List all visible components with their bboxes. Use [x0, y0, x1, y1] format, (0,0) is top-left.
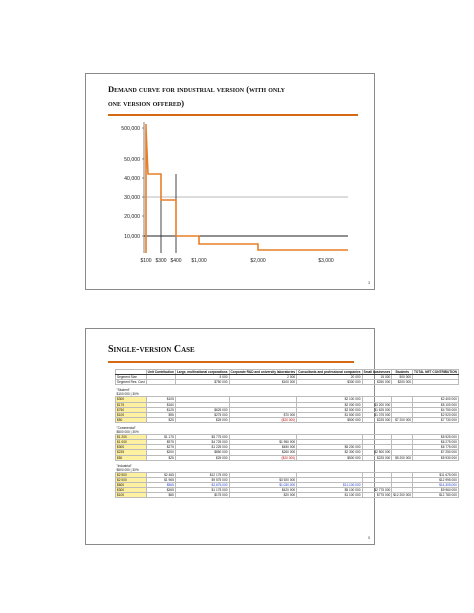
table-cell: $25 000: [175, 417, 229, 422]
column-header: Large, multinational corporations: [176, 370, 228, 374]
table-cell: $1 200: [116, 435, 147, 440]
table-cell: 500 000: [392, 375, 413, 380]
section-subtitle: $500 000 | 30%: [116, 467, 139, 472]
table-cell: $5 100 000: [297, 488, 362, 493]
table-cell: $265: [146, 488, 175, 493]
table-cell: $25: [146, 417, 175, 422]
table-cell: $70 000: [229, 412, 297, 417]
table-cell: $975: [146, 440, 175, 445]
x-tick-label: $1,000: [191, 258, 207, 264]
column-header: Students: [392, 370, 413, 375]
title-underline: [108, 361, 354, 363]
table-cell: 5 000: [175, 375, 229, 380]
table-cell: $2,675,000: [175, 482, 229, 487]
table-cell: Segment Size: [116, 375, 147, 380]
table-cell: $420 000: [229, 488, 297, 493]
table-cell: $125: [146, 407, 175, 412]
table-cell: $2 300 000: [297, 450, 362, 455]
table-cell: $775 000: [362, 493, 392, 498]
table-cell: $25: [146, 455, 175, 460]
table-cell: $9 960 000: [413, 488, 459, 493]
table-cell: $2 500: [116, 472, 147, 477]
section-title-row: [116, 460, 459, 468]
table-cell: $7 250 000: [413, 450, 459, 455]
section-subtitle: $100 000 | 30%: [116, 392, 139, 397]
table-cell: $250 000: [362, 380, 392, 385]
table-cell: $500 000: [297, 417, 362, 422]
table-cell: $7 730 000: [413, 417, 459, 422]
table-cell: $5 930 000: [413, 455, 459, 460]
y-tick-label: 20,000: [124, 213, 140, 220]
table-cell: $225 000: [362, 417, 392, 422]
table-cell: $12 200 000: [393, 493, 412, 498]
table-cell: $6 275 000: [413, 440, 459, 445]
table-cell: $160: [146, 402, 175, 407]
contribution-table: [115, 369, 459, 498]
page-number: 3: [368, 281, 370, 285]
table-cell: $300: [116, 445, 147, 450]
table-cell: $7 200 000: [392, 417, 413, 422]
x-tick-label: $400: [170, 258, 182, 264]
table-cell: $1 075 000: [362, 412, 392, 417]
table-cell: $2 400 000: [413, 397, 459, 402]
table-cell: $1 625 000: [362, 407, 392, 412]
column-header: TOTAL NET CONTRIBUTION: [414, 370, 457, 374]
table-cell: $225: [116, 450, 147, 455]
section-title: "Industrial": [116, 463, 132, 468]
table-cell: $5 925 000: [413, 435, 459, 440]
table-cell: $500 000: [297, 455, 362, 460]
table-cell: $100 000: [229, 380, 297, 385]
table-cell: $3 920 000: [229, 477, 297, 482]
table-cell: $11 675 000: [413, 472, 459, 477]
y-tick-label: 30,000: [124, 194, 140, 201]
y-tick-label: 500,000: [121, 125, 140, 132]
column-header: Consultants and professional companies: [298, 370, 361, 374]
section-title: "Commercial": [116, 425, 136, 430]
table-cell: $50: [116, 417, 147, 422]
page-number: 5: [368, 536, 370, 540]
table-cell: $850 000: [175, 450, 229, 455]
table-cell: $11,100,000: [297, 482, 362, 487]
table-cell: $1 175 000: [175, 488, 229, 493]
table-cell: $200: [146, 450, 175, 455]
table-cell: $14,305,000: [413, 482, 459, 487]
table-cell: $2 000: [116, 477, 147, 482]
table-cell: $100: [116, 412, 147, 417]
table-cell: $20 000: [229, 493, 297, 498]
table-cell: $2 775 000: [362, 488, 392, 493]
table-cell: $4 725 000: [175, 440, 229, 445]
table-cell: $1 000: [116, 440, 147, 445]
table-cell: $1 175: [146, 435, 175, 440]
table-cell: $750 000: [175, 380, 229, 385]
table-cell: $450 000: [229, 445, 297, 450]
table-cell: 20 000: [297, 375, 362, 380]
table-cell: $2 500 000: [362, 450, 392, 455]
table-body: [116, 375, 459, 498]
slide-single-version-case: [85, 328, 457, 545]
x-tick-label: $100: [140, 258, 152, 264]
title-line-1: Demand curve for industrial version (with only: [108, 84, 285, 94]
slide-title: [108, 82, 358, 110]
table-cell: $300: [116, 488, 147, 493]
x-tick-label: $2,000: [250, 258, 266, 264]
table-cell: $175: [116, 402, 147, 407]
table-cell: $25 000: [175, 455, 229, 460]
table-cell: $750: [116, 407, 147, 412]
table-cell: $1 965: [146, 477, 175, 482]
y-tick-label: 10,000: [124, 233, 140, 240]
table-cell: $300: [116, 397, 147, 402]
section-title-row: [116, 385, 459, 393]
table-cell: $1,030,000: [229, 482, 297, 487]
slide-title: Single-version Case: [108, 344, 195, 355]
x-tick-label: $300: [155, 258, 167, 264]
y-tick-label: 40,000: [124, 175, 140, 182]
table-cell: $4 750 000: [413, 407, 459, 412]
table-cell: $65: [146, 493, 175, 498]
table-cell: $565: [146, 482, 175, 487]
table-cell: $6 775 000: [413, 445, 459, 450]
table-cell: $5 200 000: [392, 455, 413, 460]
column-header: Corporate R&D and university laboratories: [230, 370, 296, 374]
x-tick-label: $3,000: [318, 258, 334, 264]
table-cell: $2 465: [146, 472, 175, 477]
y-tick-label: 50,000: [124, 156, 140, 163]
table-cell: $9 575 000: [175, 477, 229, 482]
table-cell: Segment Res. Cost: [117, 380, 145, 385]
price-row: [116, 493, 459, 498]
column-header: Small businesses: [363, 370, 391, 374]
section-title-row: [116, 422, 459, 430]
table-cell: $2 920 000: [413, 412, 459, 417]
table-cell: $100: [116, 493, 147, 498]
table-cell: $2 000 000: [297, 402, 362, 407]
table-cell: $1 100 000: [297, 493, 362, 498]
table-cell: $3 200 000: [362, 402, 392, 407]
column-header: Unit Contribution: [147, 370, 174, 374]
table-cell: 2 000: [229, 375, 297, 380]
table-cell: ($20 000): [229, 417, 297, 422]
table-cell: 15 000: [362, 375, 392, 380]
title-underline: [108, 114, 358, 116]
table-cell: $600: [116, 482, 147, 487]
table-cell: $12 780 000: [413, 493, 459, 498]
table-cell: ($20 000): [229, 455, 297, 460]
table-cell: $1 950 000: [229, 440, 297, 445]
table-cell: $50: [116, 455, 147, 460]
table-cell: $260 000: [229, 450, 297, 455]
table-cell: $300 000: [297, 380, 362, 385]
table-cell: $1 500 000: [297, 412, 362, 417]
section-title: "Student": [116, 388, 130, 393]
table-cell: $12 995 000: [413, 477, 459, 482]
table-cell: $1 225 000: [175, 445, 229, 450]
table-cell: $5 100 000: [413, 402, 459, 407]
table-cell: $2 500 000: [297, 407, 362, 412]
table-cell: $625 000: [175, 407, 229, 412]
demand-chart: [86, 118, 376, 278]
table-cell: $12 175 000: [175, 472, 229, 477]
table-header-row: [116, 370, 459, 375]
table-cell: $105: [146, 397, 175, 402]
table-cell: $175 000: [175, 493, 229, 498]
table-cell: $5 775 000: [175, 435, 229, 440]
table-cell: $2 100 000: [297, 397, 362, 402]
table-cell: $200 000: [392, 380, 413, 385]
table-cell: $225 000: [362, 455, 392, 460]
table-cell: $95: [146, 412, 175, 417]
table-cell: $5 200 000: [297, 445, 362, 450]
title-line-2: one version offered): [108, 98, 185, 108]
table-cell: $275 000: [175, 412, 229, 417]
section-subtitle: $500 000 | 30%: [116, 430, 139, 435]
slide-demand-curve: [85, 73, 375, 290]
table-cell: $275: [146, 445, 175, 450]
